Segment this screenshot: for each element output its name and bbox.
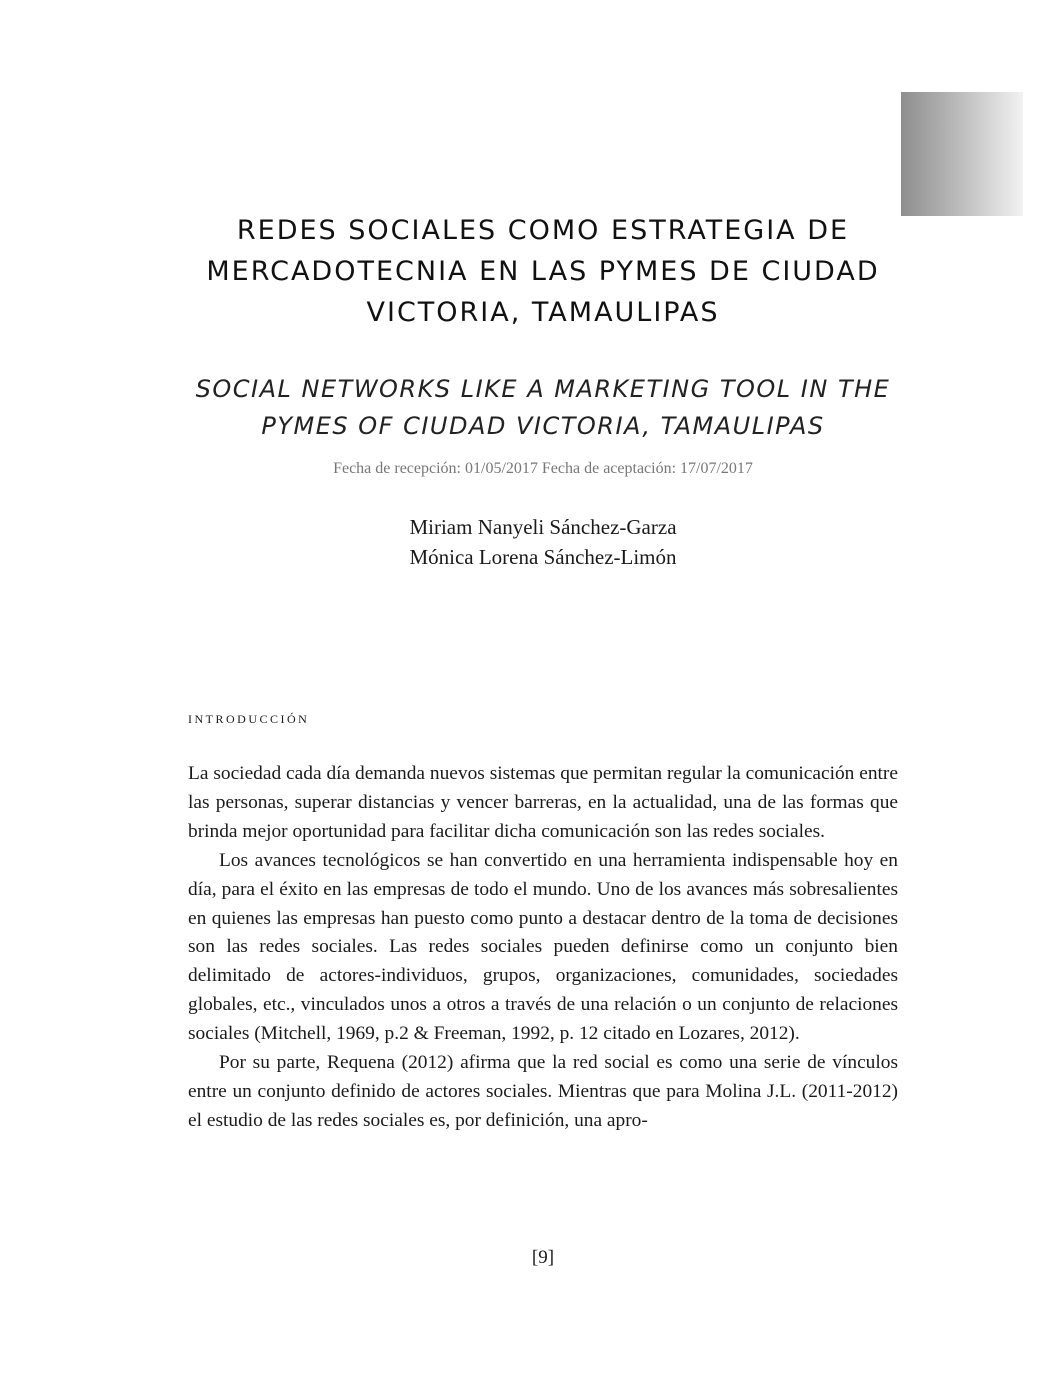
paragraph-3: Por su parte, Requena (2012) afirma que la red social es como una serie de vínculos entre un conjunto definido de actores sociales. Mientras que para Molina J.L. (2011-2012) el estudio de las redes sociales es, por definición, una apro- <box>188 1052 898 1131</box>
article-title-es <box>188 210 898 333</box>
title-es-line-1: REDES SOCIALES COMO ESTRATEGIA DE <box>236 215 850 246</box>
author-1: Miriam Nanyeli Sánchez-Garza <box>409 515 677 539</box>
title-es-line-3: VICTORIA, TAMAULIPAS <box>366 297 720 328</box>
chapter-thumb-tab <box>901 92 1023 216</box>
paragraph-1: La sociedad cada día demanda nuevos sistemas que permitan regular la comunicación entre las personas, superar distancias y vencer barreras, en la actualidad, una de las formas que brinda mejor oportunidad para facilitar dicha comunicación son las redes sociales. <box>188 763 898 842</box>
title-es-line-2: MERCADOTECNIA EN LAS PYMES DE CIUDAD <box>206 256 880 287</box>
body-text <box>188 760 898 1136</box>
page-number: [9] <box>531 1247 555 1268</box>
author-2: Mónica Lorena Sánchez-Limón <box>409 545 677 569</box>
section-heading-introduccion: introducción <box>188 708 310 727</box>
paragraph-2: Los avances tecnológicos se han convertido en una herramienta indispensable hoy en día, para el éxito en las empresas de todo el mundo. Uno de los avances más sobresalientes en quienes las empresas han puesto como punto a destacar dentro de la toma de decisiones son las redes sociales. Las redes sociales pueden definirse como un conjunto bien delimitado de actores-individuos, grupos, organizaciones, comunidades, sociedades globales, etc., vinculados unos a otros a través de una relación o un conjunto de relaciones sociales (Mitchell, 1969, p.2 & Freeman, 1992, p. 12 citado en Lozares, 2012). <box>188 849 898 1045</box>
title-en-line-1: SOCIAL NETWORKS LIKE A MARKETING TOOL IN THE <box>195 375 891 403</box>
reception-acceptance-dates: Fecha de recepción: 01/05/2017 Fecha de aceptación: 17/07/2017 <box>333 460 753 477</box>
article-title-en <box>188 371 898 445</box>
authors <box>188 512 898 572</box>
title-en-line-2: PYMES OF CIUDAD VICTORIA, TAMAULIPAS <box>261 412 825 440</box>
